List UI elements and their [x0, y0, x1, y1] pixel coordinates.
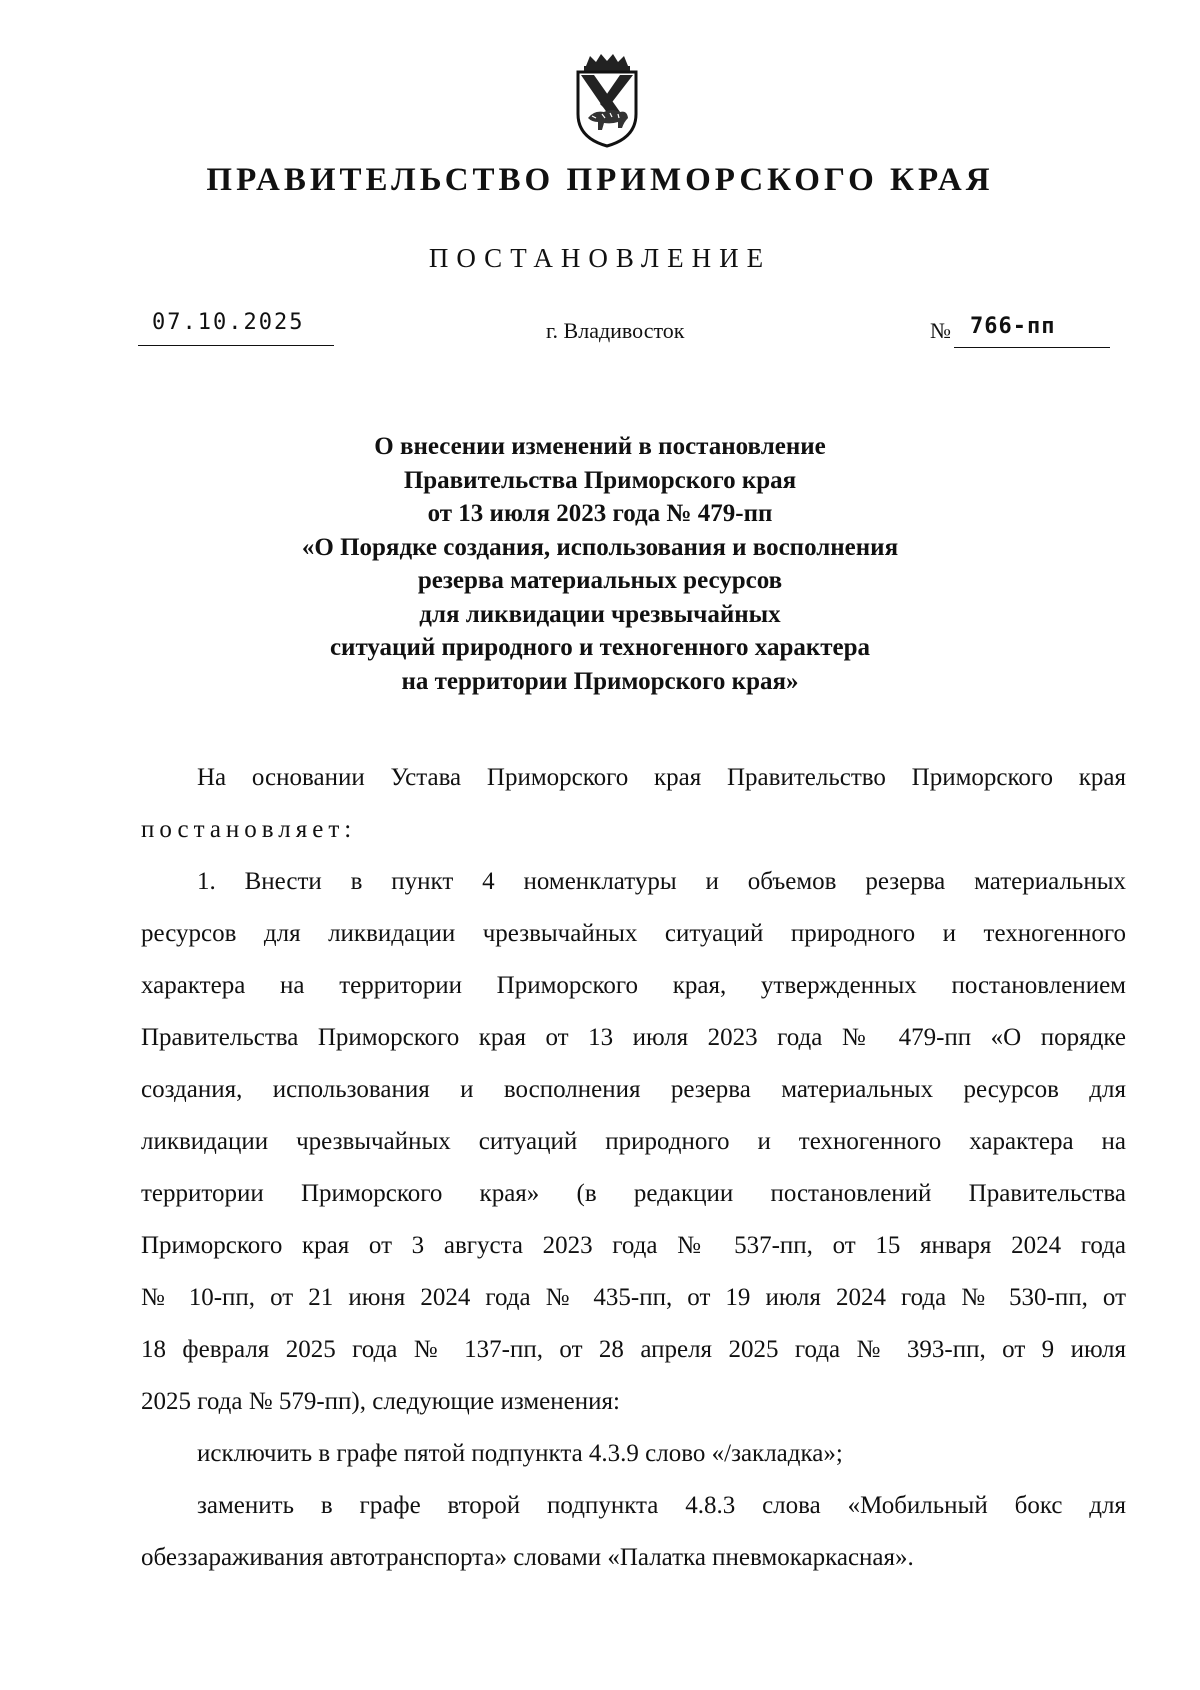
paragraph-line: ресурсов для ликвидации чрезвычайных ситуаций природного и техногенного: [141, 920, 1126, 947]
number-sign: №: [930, 318, 951, 343]
document-subject: [0, 430, 1200, 698]
paragraph-line: ликвидации чрезвычайных ситуаций природного и техногенного характера на: [141, 1128, 1126, 1155]
paragraph-line: № 10-пп, от 21 июня 2024 года № 435-пп, от 19 июля 2024 года № 530-пп, от: [141, 1284, 1126, 1311]
subject-line: Правительства Приморского края: [403, 466, 797, 494]
paragraph-line: Приморского края от 3 августа 2023 года № 537-пп, от 15 января 2024 года: [141, 1232, 1126, 1259]
item-1-paragraph: [141, 856, 1126, 1428]
document-number: 766-пп: [970, 314, 1056, 339]
paragraph-line: характера на территории Приморского края, утвержденных постановлением: [141, 972, 1126, 999]
subject-line: О внесении изменений в постановление: [374, 433, 826, 460]
preamble-paragraph: На основании Устава Приморского края Правительство Приморского края: [197, 764, 1126, 791]
document-body: [141, 752, 1126, 1584]
number-underline: [954, 347, 1110, 348]
document-number-field: [930, 316, 1110, 352]
date-underline: [138, 345, 334, 346]
paragraph-line: территории Приморского края» (в редакции постановлений Правительства: [141, 1180, 1126, 1207]
subject-line: «О Порядке создания, использования и восполнения: [301, 533, 899, 561]
subject-line: для ликвидации чрезвычайных: [419, 600, 781, 628]
subject-line: ситуаций природного и техногенного характера: [329, 634, 871, 661]
change-2-paragraph: [141, 1480, 1126, 1584]
paragraph-line: заменить в графе второй подпункта 4.8.3 слова «Мобильный бокс для: [197, 1492, 1126, 1519]
document-date-field: [138, 310, 334, 346]
document-city: г. Владивосток: [546, 318, 685, 343]
paragraph-line: обеззараживания автотранспорта» словами «Палатка пневмокаркасная».: [141, 1544, 914, 1571]
paragraph-line: создания, использования и восполнения резерва материальных ресурсов для: [141, 1076, 1126, 1103]
document-date: 07.10.2025: [152, 310, 305, 335]
subject-line: резерва материальных ресурсов: [417, 567, 783, 594]
resolves-word: постановляет:: [141, 816, 357, 843]
subject-line: на территории Приморского края»: [401, 667, 799, 695]
government-title: ПРАВИТЕЛЬСТВО ПРИМОРСКОГО КРАЯ: [206, 162, 994, 198]
paragraph-line: Правительства Приморского края от 13 июля 2023 года № 479-пп «О порядке: [141, 1024, 1126, 1051]
paragraph-line: 1. Внести в пункт 4 номенклатуры и объемов резерва материальных: [197, 868, 1126, 895]
paragraph-line: 2025 года № 579-пп), следующие изменения:: [141, 1388, 620, 1415]
primorsky-krai-coat-of-arms-icon: [572, 52, 642, 150]
subject-line: от 13 июля 2023 года № 479-пп: [427, 500, 773, 527]
paragraph-line: 18 февраля 2025 года № 137-пп, от 28 апреля 2025 года № 393-пп, от 9 июля: [141, 1336, 1126, 1363]
change-1-paragraph: исключить в графе пятой подпункта 4.3.9 слово «/закладка»;: [197, 1440, 843, 1467]
document-type: ПОСТАНОВЛЕНИЕ: [428, 243, 772, 273]
